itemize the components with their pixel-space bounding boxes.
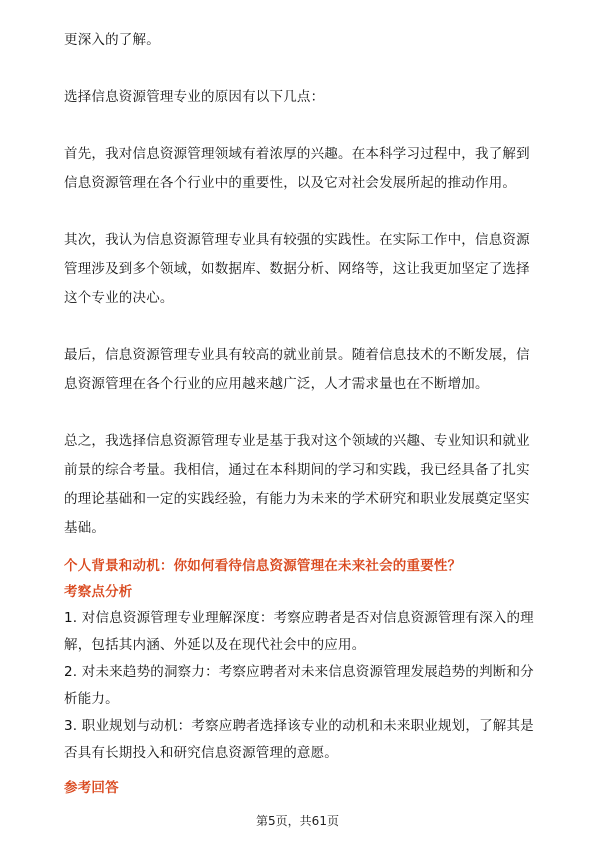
question-title: 个人背景和动机：你如何看待信息资源管理在未来社会的重要性？ (64, 558, 462, 574)
paragraph-last: 最后，信息资源管理专业具有较高的就业前景。随着信息技术的不断发展，信息资源管理在各个行业的应用越来越广泛，人才需求量也在不断增加。 (64, 347, 530, 392)
page-content (64, 26, 539, 801)
paragraph-second: 其次，我认为信息资源管理专业具有较强的实践性。在实际工作中，信息资源管理涉及到多个领域，如数据库、数据分析、网络等，这让我更加坚定了选择这个专业的决心。 (64, 232, 530, 306)
analysis-item-2: 2. 对未来趋势的洞察力：考察应聘者对未来信息资源管理发展趋势的判断和分析能力。 (64, 664, 534, 707)
intro-tail-text: 更深入的了解。 (64, 32, 160, 48)
analysis-heading: 考察点分析 (64, 584, 133, 600)
analysis-item-3: 3. 职业规划与动机：考察应聘者选择该专业的动机和未来职业规划，了解其是否具有长期投入和研究信息资源管理的意愿。 (64, 718, 534, 761)
reference-answer-heading: 参考回答 (64, 780, 119, 796)
reasons-intro-text: 选择信息资源管理专业的原因有以下几点： (64, 89, 325, 105)
paragraph-summary: 总之，我选择信息资源管理专业是基于我对这个领域的兴趣、专业知识和就业前景的综合考量。我相信，通过在本科期间的学习和实践，我已经具备了扎实的理论基础和一定的实践经验，有能力为未来的学术研究和职业发展奠定坚实基础。 (64, 433, 530, 536)
paragraph-first: 首先，我对信息资源管理领域有着浓厚的兴趣。在本科学习过程中，我了解到信息资源管理在各个行业中的重要性，以及它对社会发展所起的推动作用。 (64, 146, 530, 191)
page-number-footer: 第5页，共61页 (256, 814, 339, 828)
analysis-item-1: 1. 对信息资源管理专业理解深度：考察应聘者是否对信息资源管理有深入的理解，包括其内涵、外延以及在现代社会中的应用。 (64, 610, 534, 653)
